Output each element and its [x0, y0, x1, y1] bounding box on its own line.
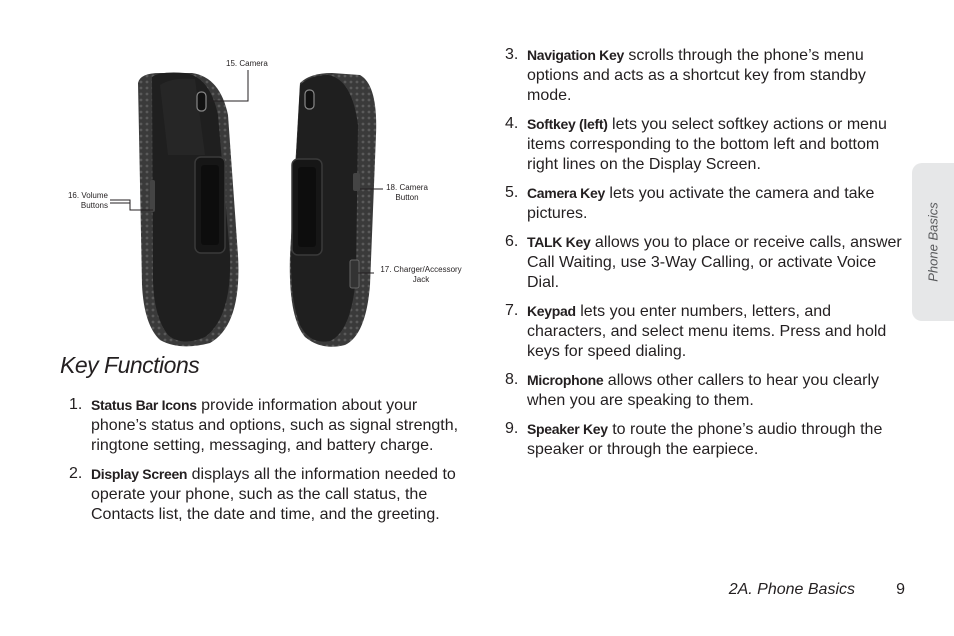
key-functions-list-right [505, 45, 907, 468]
phone-left-side-view [138, 73, 238, 347]
chapter-side-tab [912, 163, 954, 321]
charger-jack-icon [350, 260, 359, 288]
list-item: 4. Softkey (left) lets you select softkey actions or menu items corresponding to the bottom left and bottom right lines on the Display Screen. [505, 115, 887, 173]
camera-lens-icon [197, 92, 206, 111]
page-number: 9 [896, 581, 905, 598]
volume-buttons-icon [150, 180, 155, 212]
camera-button-callout: 18. Camera Button [386, 183, 428, 202]
list-item: 7. Keypad lets you enter numbers, letters, and characters, and select menu items. Press and hold keys for speed dialing. [505, 302, 887, 360]
volume-buttons-callout: 16. Volume Buttons [67, 191, 108, 210]
list-item: 2. Display Screen displays all the information needed to operate your phone, such as the call status, the Contacts list, the date and time, and the greeting. [69, 465, 456, 523]
list-item: 5. Camera Key lets you activate the camera and take pictures. [505, 184, 875, 222]
charger-jack-callout: 17. Charger/Accessory Jack [380, 265, 462, 284]
camera-lens-icon-2 [305, 90, 314, 109]
list-item: 3. Navigation Key scrolls through the phone’s menu options and acts as a shortcut key from standby mode. [505, 46, 866, 104]
list-item: 6. TALK Key allows you to place or receive calls, answer Call Waiting, use 3-Way Calling, or activate Voice Dial. [505, 233, 902, 291]
chapter-side-tab-label: Phone Basics [925, 202, 941, 282]
phone-right-side-view [290, 73, 376, 347]
footer-section-title: 2A. Phone Basics [728, 581, 855, 598]
camera-callout: 15. Camera [226, 59, 268, 68]
list-item: 1. Status Bar Icons provide information about your phone’s status and options, such as signal strength, ringtone setting, messaging, and battery charge. [69, 396, 459, 454]
list-item: 8. Microphone allows other callers to hear you clearly when you are speaking to them. [505, 371, 880, 409]
list-item: 9. Speaker Key to route the phone’s audio through the speaker or through the earpiece. [505, 420, 883, 458]
camera-button-icon [353, 173, 360, 191]
section-title: Key Functions [60, 352, 200, 378]
phone-side-views-figure [60, 55, 480, 350]
key-functions-list-left [69, 395, 471, 533]
